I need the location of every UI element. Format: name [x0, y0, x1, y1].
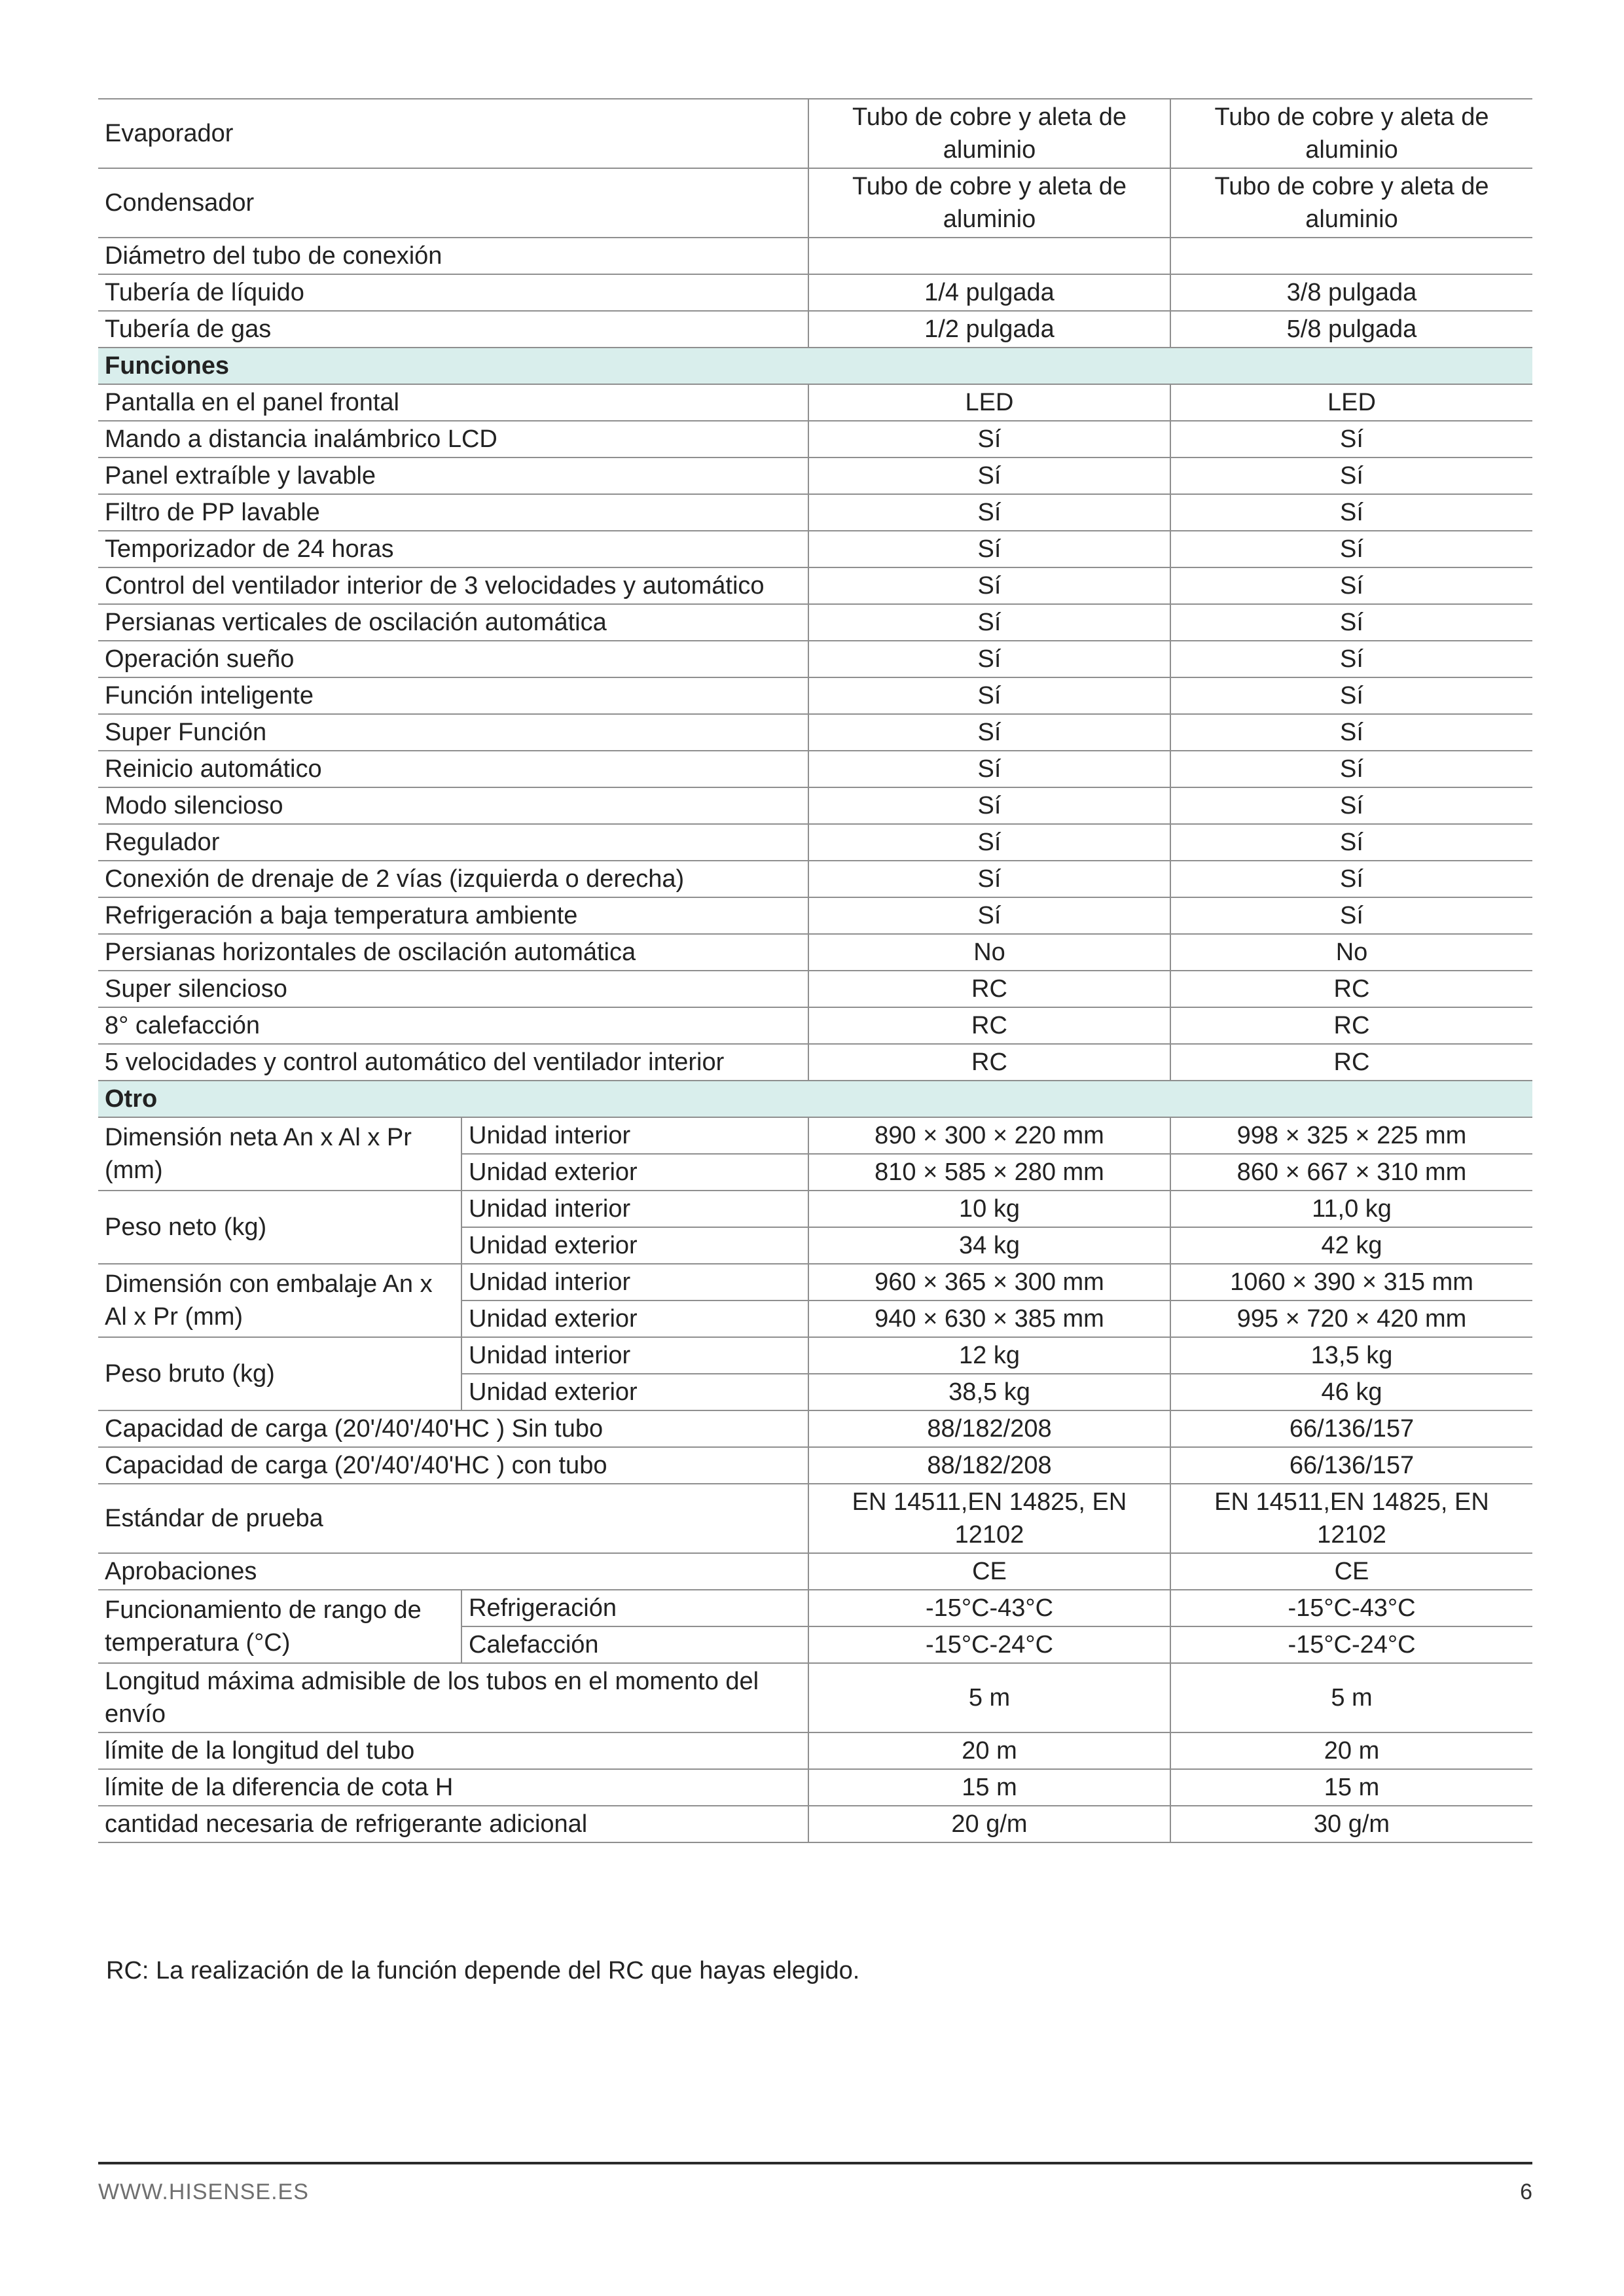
row-label: Persianas verticales de oscilación automática: [98, 604, 808, 641]
row-label: Temporizador de 24 horas: [98, 531, 808, 567]
table-row: [98, 751, 1532, 787]
value-model-2: 15 m: [1170, 1769, 1532, 1806]
value-model-1: 960 × 365 × 300 mm: [808, 1264, 1170, 1300]
value-model-2: Sí: [1170, 531, 1532, 567]
row-label: Estándar de prueba: [98, 1484, 808, 1553]
value-model-1: Sí: [808, 714, 1170, 751]
row-label: Operación sueño: [98, 641, 808, 677]
table-row: [98, 971, 1532, 1007]
value-model-1: 1/4 pulgada: [808, 274, 1170, 311]
row-label: Filtro de PP lavable: [98, 494, 808, 531]
row-label: Tubería de gas: [98, 311, 808, 348]
value-model-1: Sí: [808, 457, 1170, 494]
row-sublabel: Unidad interior: [461, 1117, 808, 1154]
table-row: [98, 897, 1532, 934]
value-model-2: Sí: [1170, 787, 1532, 824]
table-row: [98, 1447, 1532, 1484]
table-row: [98, 274, 1532, 311]
value-model-1: RC: [808, 1007, 1170, 1044]
table-row: [98, 1553, 1532, 1590]
row-label: Condensador: [98, 168, 808, 238]
row-sublabel: Unidad exterior: [461, 1374, 808, 1410]
value-model-2: 3/8 pulgada: [1170, 274, 1532, 311]
value-model-2: 998 × 325 × 225 mm: [1170, 1117, 1532, 1154]
row-label: Dimensión con embalaje An x Al x Pr (mm): [98, 1264, 461, 1337]
value-model-1: Sí: [808, 604, 1170, 641]
value-model-1: Sí: [808, 787, 1170, 824]
value-model-1: Sí: [808, 824, 1170, 861]
value-model-2: Sí: [1170, 641, 1532, 677]
value-model-2: -15°C-43°C: [1170, 1590, 1532, 1626]
value-model-2: 30 g/m: [1170, 1806, 1532, 1842]
row-label: Aprobaciones: [98, 1553, 808, 1590]
value-model-2: 5 m: [1170, 1663, 1532, 1732]
row-label: Dimensión neta An x Al x Pr (mm): [98, 1117, 461, 1191]
value-model-2: Sí: [1170, 567, 1532, 604]
row-label: Conexión de drenaje de 2 vías (izquierda o derecha): [98, 861, 808, 897]
row-label: Panel extraíble y lavable: [98, 457, 808, 494]
value-model-1: 34 kg: [808, 1227, 1170, 1264]
table-row: [98, 1410, 1532, 1447]
row-label: Función inteligente: [98, 677, 808, 714]
row-sublabel: Unidad interior: [461, 1191, 808, 1227]
section-title: Funciones: [98, 348, 1532, 384]
value-model-1: 88/182/208: [808, 1410, 1170, 1447]
table-row: [98, 1732, 1532, 1769]
value-model-1: -15°C-24°C: [808, 1626, 1170, 1663]
value-model-1: 15 m: [808, 1769, 1170, 1806]
value-model-2: 1060 × 390 × 315 mm: [1170, 1264, 1532, 1300]
table-row: [98, 1806, 1532, 1842]
value-model-1: -15°C-43°C: [808, 1590, 1170, 1626]
value-model-2: LED: [1170, 384, 1532, 421]
table-row: [98, 531, 1532, 567]
row-label: Mando a distancia inalámbrico LCD: [98, 421, 808, 457]
table-row: [98, 168, 1532, 238]
value-model-1: RC: [808, 971, 1170, 1007]
table-row: [98, 824, 1532, 861]
row-sublabel: Unidad exterior: [461, 1154, 808, 1191]
value-model-2: CE: [1170, 1553, 1532, 1590]
value-model-1: [808, 238, 1170, 274]
value-model-2: Tubo de cobre y aleta de aluminio: [1170, 99, 1532, 168]
value-model-1: Sí: [808, 861, 1170, 897]
value-model-2: 20 m: [1170, 1732, 1532, 1769]
value-model-1: LED: [808, 384, 1170, 421]
value-model-1: Sí: [808, 677, 1170, 714]
value-model-2: Sí: [1170, 751, 1532, 787]
table-row: [98, 1117, 1532, 1154]
row-sublabel: Unidad exterior: [461, 1300, 808, 1337]
value-model-2: 860 × 667 × 310 mm: [1170, 1154, 1532, 1191]
row-label: cantidad necesaria de refrigerante adicional: [98, 1806, 808, 1842]
row-sublabel: Unidad interior: [461, 1337, 808, 1374]
value-model-2: [1170, 238, 1532, 274]
table-row: [98, 1663, 1532, 1732]
value-model-1: 5 m: [808, 1663, 1170, 1732]
table-row: [98, 1044, 1532, 1081]
row-label: Capacidad de carga (20'/40'/40'HC ) Sin tubo: [98, 1410, 808, 1447]
value-model-2: Sí: [1170, 897, 1532, 934]
page-number: 6: [1520, 2179, 1532, 2204]
row-label: Control del ventilador interior de 3 velocidades y automático: [98, 567, 808, 604]
footer-rule: [98, 2162, 1532, 2164]
value-model-2: 5/8 pulgada: [1170, 311, 1532, 348]
row-label: límite de la diferencia de cota H: [98, 1769, 808, 1806]
value-model-1: Sí: [808, 421, 1170, 457]
value-model-2: EN 14511,EN 14825, EN 12102: [1170, 1484, 1532, 1553]
row-sublabel: Unidad interior: [461, 1264, 808, 1300]
table-row: [98, 567, 1532, 604]
table-row: [98, 384, 1532, 421]
row-label: 8° calefacción: [98, 1007, 808, 1044]
table-row: [98, 1191, 1532, 1227]
value-model-1: Sí: [808, 494, 1170, 531]
value-model-1: RC: [808, 1044, 1170, 1081]
row-label: Diámetro del tubo de conexión: [98, 238, 808, 274]
table-row: [98, 677, 1532, 714]
value-model-1: 20 g/m: [808, 1806, 1170, 1842]
row-label: Tubería de líquido: [98, 274, 808, 311]
row-sublabel: Unidad exterior: [461, 1227, 808, 1264]
value-model-2: 995 × 720 × 420 mm: [1170, 1300, 1532, 1337]
value-model-1: EN 14511,EN 14825, EN 12102: [808, 1484, 1170, 1553]
row-label: límite de la longitud del tubo: [98, 1732, 808, 1769]
row-sublabel: Refrigeración: [461, 1590, 808, 1626]
row-label: Funcionamiento de rango de temperatura (°C): [98, 1590, 461, 1663]
value-model-2: Sí: [1170, 494, 1532, 531]
row-label: Longitud máxima admisible de los tubos en el momento del envío: [98, 1663, 808, 1732]
table-row: [98, 714, 1532, 751]
value-model-1: Sí: [808, 897, 1170, 934]
section-row: [98, 348, 1532, 384]
value-model-1: Sí: [808, 751, 1170, 787]
footnote: RC: La realización de la función depende del RC que hayas elegido.: [106, 1957, 860, 1984]
value-model-1: 810 × 585 × 280 mm: [808, 1154, 1170, 1191]
row-sublabel: Calefacción: [461, 1626, 808, 1663]
table-row: [98, 238, 1532, 274]
value-model-1: 1/2 pulgada: [808, 311, 1170, 348]
footer-site: WWW.HISENSE.ES: [98, 2179, 309, 2204]
row-label: Persianas horizontales de oscilación automática: [98, 934, 808, 971]
table-row: [98, 494, 1532, 531]
value-model-1: 12 kg: [808, 1337, 1170, 1374]
spec-table-body: [98, 99, 1532, 1842]
row-label: Evaporador: [98, 99, 808, 168]
value-model-2: 46 kg: [1170, 1374, 1532, 1410]
table-row: [98, 99, 1532, 168]
value-model-2: 66/136/157: [1170, 1410, 1532, 1447]
value-model-1: 88/182/208: [808, 1447, 1170, 1484]
table-row: [98, 1337, 1532, 1374]
value-model-1: No: [808, 934, 1170, 971]
table-row: [98, 311, 1532, 348]
table-row: [98, 1007, 1532, 1044]
table-row: [98, 1484, 1532, 1553]
table-row: [98, 604, 1532, 641]
value-model-2: RC: [1170, 1007, 1532, 1044]
section-title: Otro: [98, 1081, 1532, 1117]
value-model-1: Sí: [808, 641, 1170, 677]
row-label: Pantalla en el panel frontal: [98, 384, 808, 421]
row-label: Capacidad de carga (20'/40'/40'HC ) con tubo: [98, 1447, 808, 1484]
value-model-2: 11,0 kg: [1170, 1191, 1532, 1227]
value-model-2: RC: [1170, 971, 1532, 1007]
row-label: Refrigeración a baja temperatura ambiente: [98, 897, 808, 934]
value-model-2: Sí: [1170, 861, 1532, 897]
value-model-2: Sí: [1170, 457, 1532, 494]
value-model-2: Sí: [1170, 677, 1532, 714]
table-row: [98, 861, 1532, 897]
row-label: Peso bruto (kg): [98, 1337, 461, 1410]
value-model-1: 20 m: [808, 1732, 1170, 1769]
section-row: [98, 1081, 1532, 1117]
value-model-1: Tubo de cobre y aleta de aluminio: [808, 168, 1170, 238]
value-model-1: 890 × 300 × 220 mm: [808, 1117, 1170, 1154]
table-row: [98, 1769, 1532, 1806]
value-model-2: RC: [1170, 1044, 1532, 1081]
row-label: Super silencioso: [98, 971, 808, 1007]
value-model-1: Sí: [808, 531, 1170, 567]
value-model-2: Tubo de cobre y aleta de aluminio: [1170, 168, 1532, 238]
table-row: [98, 421, 1532, 457]
value-model-2: Sí: [1170, 421, 1532, 457]
value-model-1: 940 × 630 × 385 mm: [808, 1300, 1170, 1337]
table-row: [98, 1264, 1532, 1300]
table-row: [98, 1590, 1532, 1626]
table-row: [98, 641, 1532, 677]
value-model-2: Sí: [1170, 824, 1532, 861]
value-model-1: 38,5 kg: [808, 1374, 1170, 1410]
row-label: Reinicio automático: [98, 751, 808, 787]
value-model-2: 42 kg: [1170, 1227, 1532, 1264]
value-model-2: Sí: [1170, 714, 1532, 751]
value-model-1: 10 kg: [808, 1191, 1170, 1227]
table-row: [98, 787, 1532, 824]
row-label: Regulador: [98, 824, 808, 861]
row-label: Modo silencioso: [98, 787, 808, 824]
table-row: [98, 457, 1532, 494]
value-model-1: Tubo de cobre y aleta de aluminio: [808, 99, 1170, 168]
value-model-2: 13,5 kg: [1170, 1337, 1532, 1374]
row-label: 5 velocidades y control automático del ventilador interior: [98, 1044, 808, 1081]
row-label: Super Función: [98, 714, 808, 751]
spec-table: [98, 98, 1532, 1843]
value-model-2: No: [1170, 934, 1532, 971]
table-row: [98, 934, 1532, 971]
value-model-2: -15°C-24°C: [1170, 1626, 1532, 1663]
row-label: Peso neto (kg): [98, 1191, 461, 1264]
value-model-2: 66/136/157: [1170, 1447, 1532, 1484]
value-model-2: Sí: [1170, 604, 1532, 641]
value-model-1: Sí: [808, 567, 1170, 604]
value-model-1: CE: [808, 1553, 1170, 1590]
